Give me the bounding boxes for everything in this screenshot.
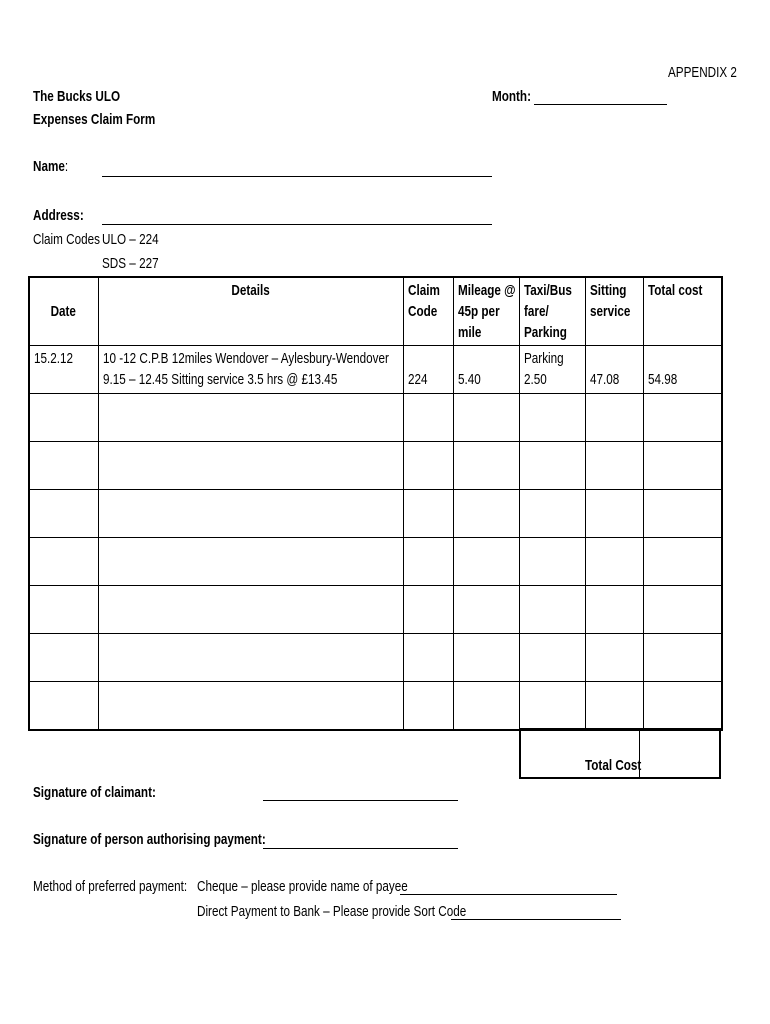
cell-details[interactable] xyxy=(98,490,403,538)
cell-taxi[interactable] xyxy=(519,442,585,490)
cell-mileage[interactable]: 5.40 xyxy=(453,346,519,394)
cell-details[interactable] xyxy=(98,682,403,731)
table-row xyxy=(29,586,722,634)
table-row xyxy=(29,442,722,490)
cell-taxi[interactable] xyxy=(519,586,585,634)
month-label: Month: xyxy=(492,88,531,105)
header-date: Date xyxy=(29,277,98,346)
cell-sitting[interactable] xyxy=(585,490,643,538)
cell-taxi[interactable] xyxy=(519,634,585,682)
cell-total[interactable] xyxy=(643,682,722,731)
cell-mileage[interactable] xyxy=(453,682,519,731)
cell-total[interactable] xyxy=(643,586,722,634)
cell-total[interactable] xyxy=(643,538,722,586)
cell-mileage[interactable] xyxy=(453,394,519,442)
payment-cheque-text: Cheque – please provide name of payee xyxy=(197,878,408,895)
table-row xyxy=(29,538,722,586)
cell-sitting[interactable] xyxy=(585,442,643,490)
cell-claim-code[interactable] xyxy=(403,394,453,442)
table-row xyxy=(29,346,722,394)
cell-details[interactable] xyxy=(98,394,403,442)
cell-mileage[interactable] xyxy=(453,538,519,586)
cell-date[interactable] xyxy=(29,442,98,490)
cell-date[interactable] xyxy=(29,682,98,731)
header-taxi: Taxi/Bus fare/ Parking xyxy=(519,277,585,346)
cell-details[interactable] xyxy=(98,586,403,634)
cell-taxi[interactable] xyxy=(519,394,585,442)
header-total: Total cost xyxy=(643,277,722,346)
header-details: Details xyxy=(98,277,403,346)
table-row xyxy=(29,634,722,682)
cell-sitting[interactable]: 47.08 xyxy=(585,346,643,394)
cell-mileage[interactable] xyxy=(453,586,519,634)
cell-sitting[interactable] xyxy=(585,586,643,634)
cell-total[interactable] xyxy=(643,442,722,490)
cell-taxi[interactable] xyxy=(519,538,585,586)
cell-taxi[interactable]: Parking 2.50 xyxy=(519,346,585,394)
cell-claim-code[interactable] xyxy=(403,682,453,731)
sig-claimant-field[interactable] xyxy=(263,800,458,801)
header-claim-code: Claim Code xyxy=(403,277,453,346)
cell-sitting[interactable] xyxy=(585,394,643,442)
cell-claim-code[interactable] xyxy=(403,586,453,634)
address-label: Address: xyxy=(33,207,84,224)
cell-taxi[interactable] xyxy=(519,490,585,538)
cell-claim-code[interactable]: 224 xyxy=(403,346,453,394)
payment-bank-text: Direct Payment to Bank – Please provide Sort Code xyxy=(197,903,467,920)
name-field[interactable] xyxy=(102,176,492,177)
claim-code-sds: SDS – 227 xyxy=(102,255,159,272)
cell-sitting[interactable] xyxy=(585,682,643,731)
cell-date[interactable] xyxy=(29,490,98,538)
form-title: Expenses Claim Form xyxy=(33,111,156,128)
cell-details[interactable] xyxy=(98,442,403,490)
cell-claim-code[interactable] xyxy=(403,538,453,586)
payment-method-label: Method of preferred payment: xyxy=(33,878,188,895)
cell-date[interactable] xyxy=(29,538,98,586)
cell-total[interactable] xyxy=(643,394,722,442)
cell-total[interactable] xyxy=(643,490,722,538)
payee-name-field[interactable] xyxy=(400,894,617,895)
table-row xyxy=(29,490,722,538)
sort-code-field[interactable] xyxy=(451,919,621,920)
address-field[interactable] xyxy=(102,224,492,225)
cell-date[interactable] xyxy=(29,586,98,634)
total-cost-label: Total Cost xyxy=(585,757,642,774)
cell-claim-code[interactable] xyxy=(403,490,453,538)
cell-mileage[interactable] xyxy=(453,634,519,682)
org-name: The Bucks ULO xyxy=(33,88,121,105)
total-cost-label-cell xyxy=(521,729,640,777)
header-mileage: Mileage @ 45p per mile xyxy=(453,277,519,346)
cell-details[interactable] xyxy=(98,634,403,682)
name-label: Name: xyxy=(33,158,69,175)
sig-claimant-label: Signature of claimant: xyxy=(33,784,156,801)
claim-codes-label: Claim Codes xyxy=(33,231,100,248)
month-field[interactable] xyxy=(534,104,667,105)
cell-details[interactable] xyxy=(98,538,403,586)
sig-auth-label: Signature of person authorising payment: xyxy=(33,831,266,848)
header-sitting: Sitting service xyxy=(585,277,643,346)
cell-mileage[interactable] xyxy=(453,490,519,538)
cell-date[interactable]: 15.2.12 xyxy=(29,346,98,394)
sig-auth-field[interactable] xyxy=(263,848,458,849)
cell-details[interactable]: 10 -12 C.P.B 12miles Wendover – Aylesbury-Wendover 9.15 – 12.45 Sitting service 3.5 hrs @ £13.45 xyxy=(98,346,403,394)
cell-date[interactable] xyxy=(29,634,98,682)
cell-claim-code[interactable] xyxy=(403,634,453,682)
table-row xyxy=(29,682,722,731)
table-header-row xyxy=(29,277,722,346)
claims-table xyxy=(28,276,723,731)
cell-taxi[interactable] xyxy=(519,682,585,731)
total-cost-box xyxy=(519,728,721,779)
table-row xyxy=(29,394,722,442)
cell-total[interactable]: 54.98 xyxy=(643,346,722,394)
cell-total[interactable] xyxy=(643,634,722,682)
cell-sitting[interactable] xyxy=(585,538,643,586)
claim-code-ulo: ULO – 224 xyxy=(102,231,159,248)
appendix-label: APPENDIX 2 xyxy=(668,64,737,81)
cell-claim-code[interactable] xyxy=(403,442,453,490)
cell-date[interactable] xyxy=(29,394,98,442)
cell-mileage[interactable] xyxy=(453,442,519,490)
cell-sitting[interactable] xyxy=(585,634,643,682)
